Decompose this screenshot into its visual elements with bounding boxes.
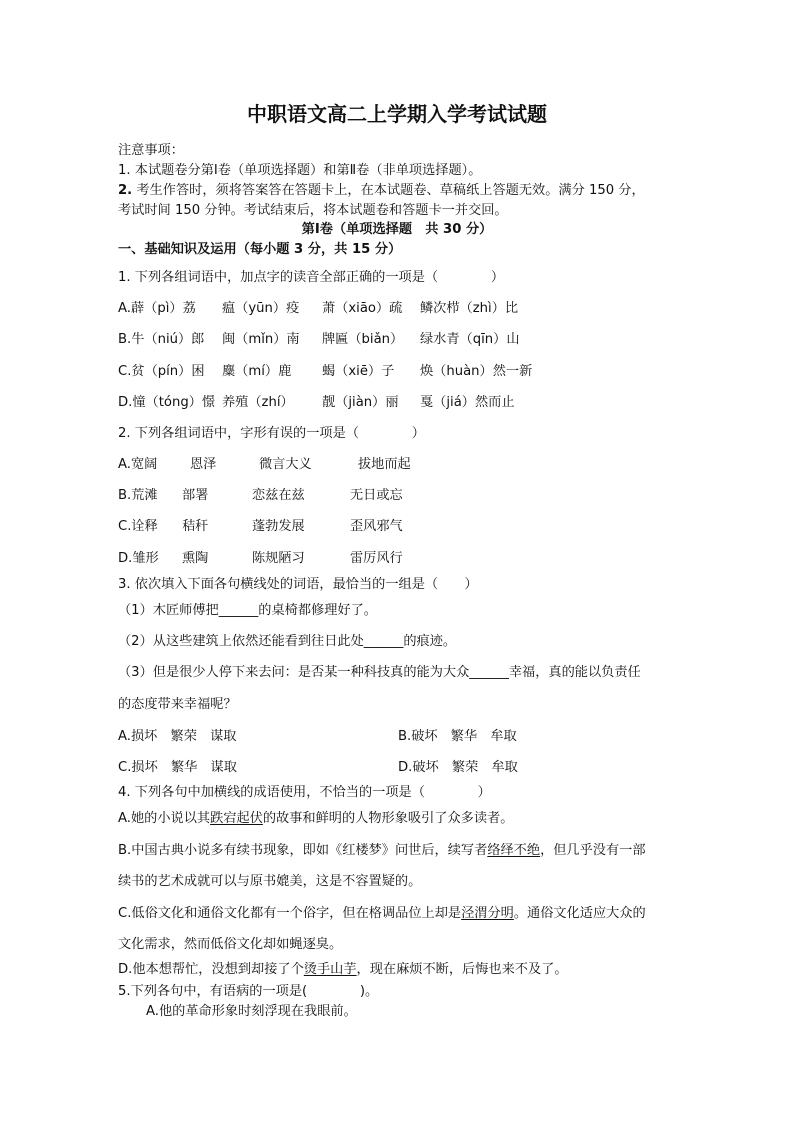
q2-option-b-2: 部署 <box>182 488 209 503</box>
q4-option-a-idiom: 跌宕起伏 <box>210 811 263 826</box>
q3-stem: 3. 依次填入下面各句横线处的词语，最恰当的一组是（ ） <box>118 577 478 592</box>
q3-sentence-2: （2）从这些建筑上依然还能看到往日此处______的痕迹。 <box>118 634 457 649</box>
q3-sentence-1: （1）木匠师傅把______的桌椅都修理好了。 <box>118 603 377 618</box>
q2-option-d-4: 雷厉风行 <box>350 551 403 566</box>
q4-option-d-prefix: D.他本想帮忙，没想到却接了个 <box>118 962 304 977</box>
q2-option-a-3: 微言大义 <box>259 457 312 472</box>
q1-option-d-4: 戛（jiá）然而止 <box>420 395 515 410</box>
q1-option-c-1: C.贫（pín）困 <box>118 364 205 379</box>
q4-option-c-idiom: 泾渭分明 <box>461 906 514 921</box>
q3-sentence-3: （3）但是很少人停下来去问：是否某一种科技真的能为大众______幸福，真的能以负责任 <box>118 665 641 680</box>
q2-option-d-3: 陈规陋习 <box>252 551 305 566</box>
q2-option-d-2: 熏陶 <box>182 551 209 566</box>
section-1-title: 第Ⅰ卷（单项选择题 共 30 分） <box>301 222 493 237</box>
q2-option-c-1: C.诠释 <box>118 519 158 534</box>
q4-option-b <box>118 842 646 860</box>
q4-option-a <box>118 810 513 828</box>
part-1-title: 一、基础知识及运用（每小题 3 分，共 15 分） <box>118 242 402 257</box>
q4-option-b-prefix: B.中国古典小说多有续书现象，即如《红楼梦》问世后，续写者 <box>118 843 488 858</box>
notice-item-2 <box>118 182 645 200</box>
notice-item-2-continued: 考试时间 150 分钟。考试结束后，将本试题卷和答题卡一并交回。 <box>118 203 508 218</box>
page-title: 中职语文高二上学期入学考试试题 <box>247 102 547 126</box>
q5-stem: 5.下列各句中，有语病的一项是( )。 <box>118 984 379 999</box>
q1-option-d-1: D.憧（tóng）憬 <box>118 395 216 410</box>
q1-stem: 1. 下列各组词语中，加点字的读音全部正确的一项是（ ） <box>118 270 505 285</box>
q3-sentence-3-continued: 的态度带来幸福呢？ <box>118 697 237 712</box>
q2-option-d-1: D.雏形 <box>118 551 159 566</box>
q4-option-b-continued: 续书的艺术成就可以与原书媲美，这是不容置疑的。 <box>118 874 422 889</box>
notice-item-1: 1. 本试题卷分第Ⅰ卷（单项选择题）和第Ⅱ卷（非单项选择题）。 <box>118 163 482 178</box>
q2-option-a-4: 拔地而起 <box>358 457 411 472</box>
q2-stem: 2. 下列各组词语中，字形有误的一项是（ ） <box>118 426 425 441</box>
q1-option-a-1: A.薜（pì）荔 <box>118 301 196 316</box>
q2-option-b-3: 恋兹在兹 <box>252 488 305 503</box>
q1-option-b-2: 闽（mǐn）南 <box>222 332 300 347</box>
q1-option-b-1: B.牛（niú）郎 <box>118 332 205 347</box>
q4-option-d-suffix: ，现在麻烦不断，后悔也来不及了。 <box>356 962 568 977</box>
q4-option-c <box>118 905 646 923</box>
q3-option-b: B.破坏 繁华 牟取 <box>398 729 517 744</box>
q4-option-c-suffix: 。通俗文化适应大众的 <box>513 906 646 921</box>
q1-option-a-4: 鳞次栉（zhì）比 <box>420 301 519 316</box>
q3-option-d: D.破坏 繁荣 牟取 <box>398 760 518 775</box>
q4-option-b-idiom: 络绎不绝 <box>487 843 541 858</box>
q2-option-b-4: 无日或忘 <box>350 488 403 503</box>
q3-option-c: C.损坏 繁华 谋取 <box>118 760 237 775</box>
q4-option-c-continued: 文化需求，然而低俗文化却如蝇逐臭。 <box>118 937 343 952</box>
q2-option-a-1: A.宽阔 <box>118 457 158 472</box>
q2-option-c-2: 秸秆 <box>182 519 209 534</box>
q1-option-c-3: 蝎（xiē）子 <box>322 364 395 379</box>
q2-option-a-2: 恩泽 <box>190 457 217 472</box>
q4-option-d <box>118 961 568 979</box>
notice-item-2-text: 考生作答时，须将答案答在答题卡上，在本试题卷、草稿纸上答题无效。满分 150 分， <box>132 183 645 198</box>
q4-option-a-suffix: 的故事和鲜明的人物形象吸引了众多读者。 <box>262 811 514 826</box>
q2-option-c-3: 蓬勃发展 <box>252 519 305 534</box>
q2-option-b-1: B.荒滩 <box>118 488 158 503</box>
q1-option-c-2: 麋（mí）鹿 <box>222 364 292 379</box>
q1-option-a-2: 瘟（yūn）疫 <box>222 301 300 316</box>
q1-option-b-4: 绿水青（qīn）山 <box>420 332 520 347</box>
q4-option-c-prefix: C.低俗文化和通俗文化都有一个俗字，但在格调品位上却是 <box>118 906 462 921</box>
q1-option-b-3: 牌匾（biǎn） <box>322 332 404 347</box>
q1-option-a-3: 萧（xiāo）疏 <box>322 301 403 316</box>
q4-stem: 4. 下列各句中加横线的成语使用，不恰当的一项是（ ） <box>118 785 491 800</box>
q4-option-d-idiom: 烫手山芋 <box>303 962 357 977</box>
q4-option-a-prefix: A.她的小说以其 <box>118 811 211 826</box>
q1-option-c-4: 焕（huàn）然一新 <box>420 364 533 379</box>
notice-item-2-number: 2. <box>118 183 133 198</box>
q1-option-d-3: 靓（jiàn）丽 <box>322 395 399 410</box>
q5-option-a: A.他的革命形象时刻浮现在我眼前。 <box>146 1004 357 1019</box>
q4-option-b-suffix: ，但几乎没有一部 <box>540 843 646 858</box>
q3-option-a: A.损坏 繁荣 谋取 <box>118 729 237 744</box>
q1-option-d-2: 养殖（zhí） <box>222 395 294 410</box>
notice-header: 注意事项： <box>118 143 184 158</box>
q2-option-c-4: 歪风邪气 <box>350 519 403 534</box>
